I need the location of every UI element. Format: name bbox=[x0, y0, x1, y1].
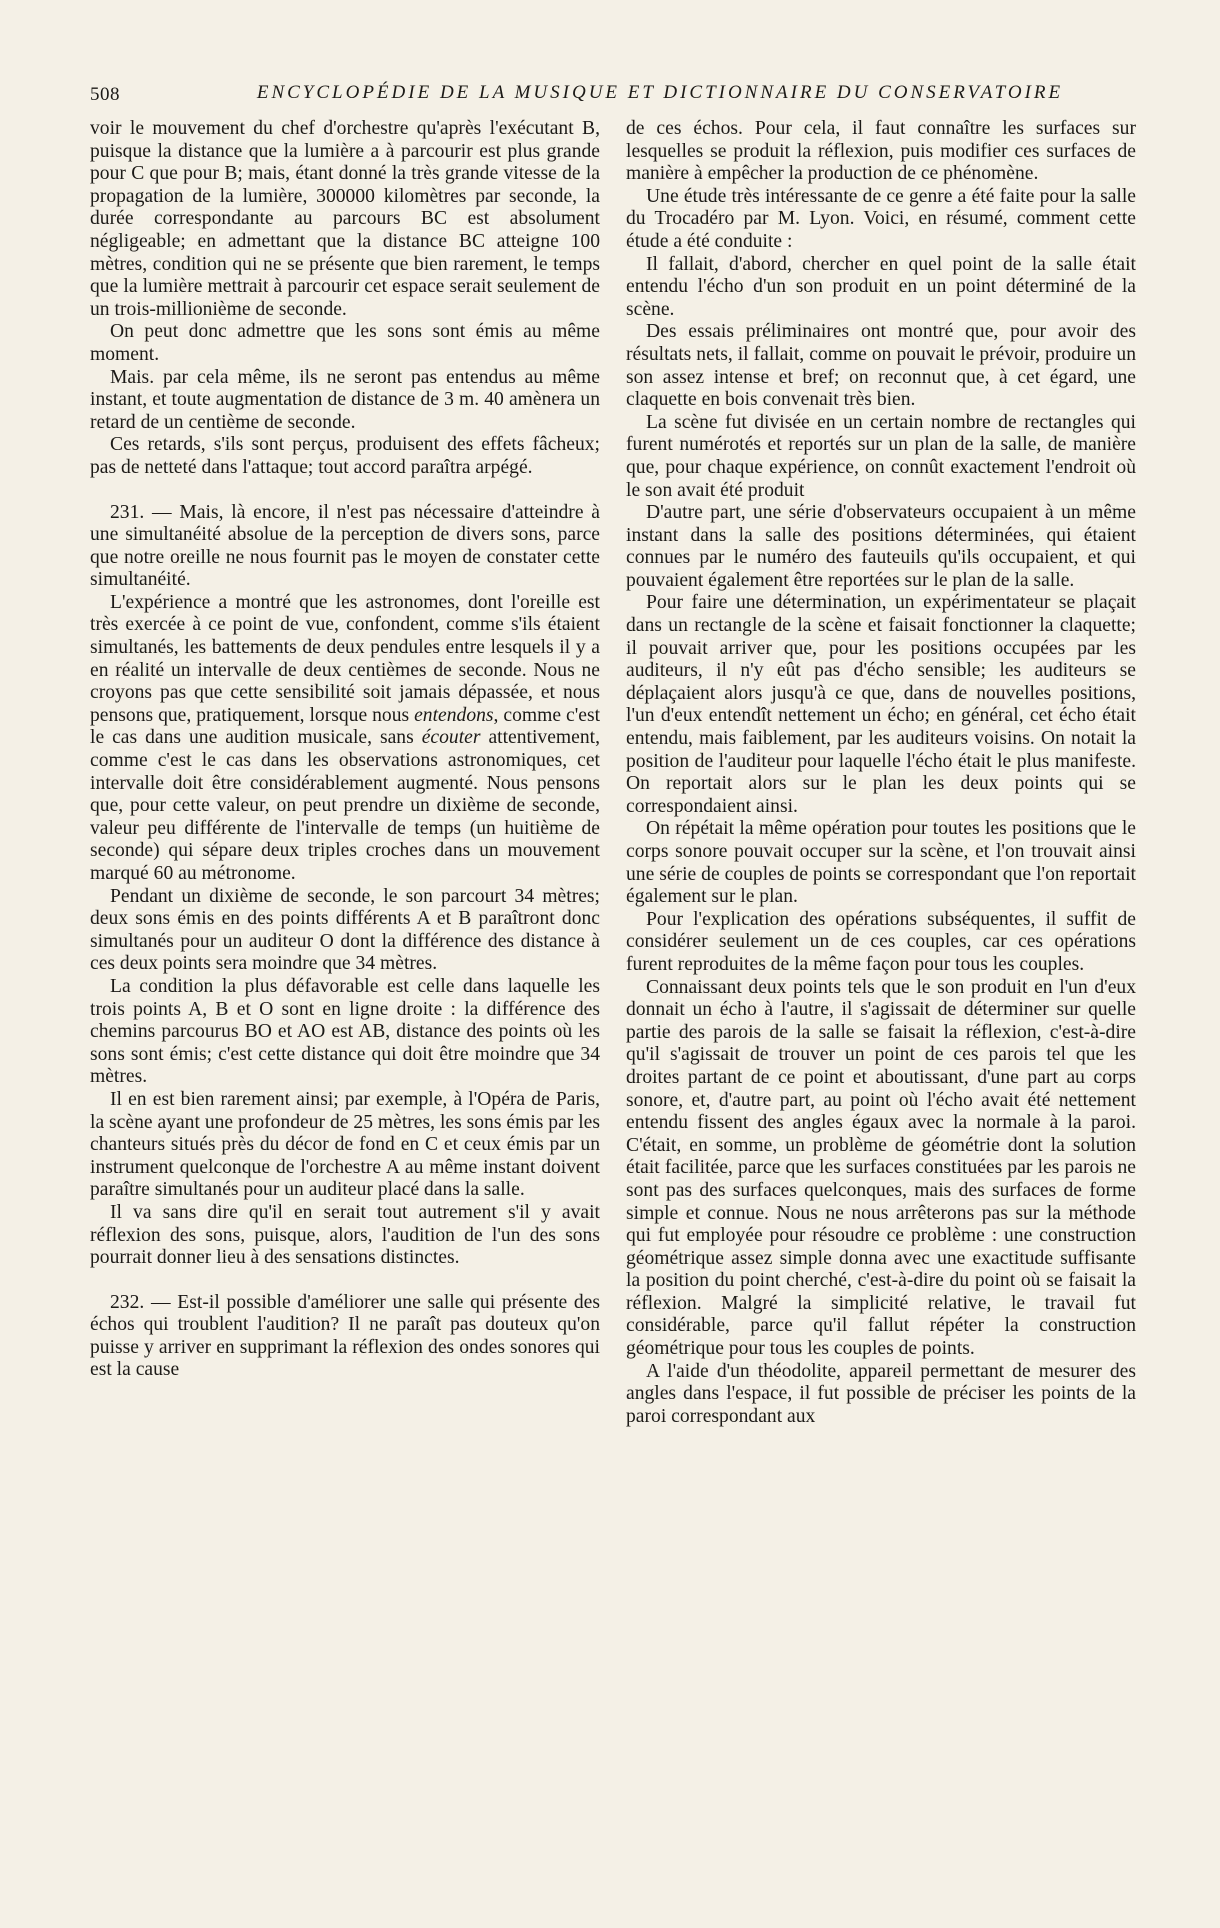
paragraph: A l'aide d'un théodolite, appareil permettant de mesurer des angles dans l'espace, il fut possible de préciser les points de la paroi correspondant aux bbox=[626, 1360, 1136, 1427]
section-paragraph-232: 232. — Est-il possible d'améliorer une salle qui présente des échos qui troublent l'audition? Il ne paraît pas douteux qu'on puisse y arriver en supprimant la réflexion des ondes sonores qui est la cause bbox=[90, 1291, 600, 1381]
paragraph: voir le mouvement du chef d'orchestre qu'après l'exécutant B, puisque la distance que la lumière a à parcourir est plus grande pour C que pour B; mais, étant donné la très grande vitesse de la propagation de la lumière, 300000 kilomètres par seconde, la durée correspondante au parcours BC est absolument négligeable; en admettant que la distance BC atteigne 100 mètres, condition qui ne se présente que bien rarement, le temps que la lumière mettrait à parcourir cet espace serait seulement de un trois-millionième de seconde. bbox=[90, 118, 600, 320]
section-paragraph-231: 231. — Mais, là encore, il n'est pas nécessaire d'atteindre à une simultanéité absolue de la perception de divers sons, parce que notre oreille ne nous fournit pas le moyen de constater cette simultanéité. bbox=[90, 501, 600, 591]
paragraph: La condition la plus défavorable est celle dans laquelle les trois points A, B et O sont en ligne droite : la différence des chemins parcourus BO et AO est AB, distance des points où les sons sont émis; c'est cette distance qui doit être moindre que 34 mètres. bbox=[90, 975, 600, 1088]
paragraph: Une étude très intéressante de ce genre a été faite pour la salle du Trocadéro par M. Lyon. Voici, en résumé, comment cette étude a été conduite : bbox=[626, 185, 1136, 252]
paragraph: Il fallait, d'abord, chercher en quel point de la salle était entendu l'écho d'un son produit en un point déterminé de la scène. bbox=[626, 253, 1136, 320]
page-number: 508 bbox=[90, 84, 120, 105]
paragraph: de ces échos. Pour cela, il faut connaître les surfaces sur lesquelles se produit la réflexion, puis modifier ces surfaces de manière à empêcher la production de ce phénomène. bbox=[626, 118, 1136, 185]
page-header bbox=[90, 82, 1130, 108]
left-column bbox=[90, 118, 600, 1382]
paragraph: Il va sans dire qu'il en serait tout autrement s'il y avait réflexion des sons, puisque, alors, l'audition de l'un des sons pourrait donner lieu à des sensations distinctes. bbox=[90, 1201, 600, 1269]
paragraph bbox=[90, 592, 600, 886]
paragraph: Ces retards, s'ils sont perçus, produisent des effets fâcheux; pas de netteté dans l'attaque; tout accord paraîtra arpégé. bbox=[90, 434, 600, 478]
paragraph: Connaissant deux points tels que le son produit en l'un d'eux donnait un écho à l'autre, il s'agissait de déterminer sur quelle partie des parois de la salle se faisait la réflexion, c'est-à-dire qu'il s'agissait de trouver un point de ces parois tel que les droites partant de ce point et aboutissant, d'une part au corps sonore, et, d'autre part, au point où l'écho avait été nettement entendu fissent des angles égaux avec la normale à la paroi. C'était, en somme, un problème de géométrie dont la solution était facilitée, parce que les surfaces constituées par les parois ne sont pas des surfaces quelconques, mais des surfaces de forme simple et connue. Nous ne nous arrêterons pas sur la méthode qui fut employée pour résoudre ce problème : une construction géométrique assez simple donna avec une exactitude suffisante la position du point cherché, c'est-à-dire du point où se faisait la réflexion. Malgré la simplicité relative, le travail fut considérable, parce qu'il fallut répéter la construction géométrique pour tous les couples de points. bbox=[626, 976, 1136, 1360]
paragraph: Mais. par cela même, ils ne seront pas entendus au même instant, et toute augmentation de distance de 3 m. 40 amènera un retard de un centième de seconde. bbox=[90, 366, 600, 433]
paragraph: On répétait la même opération pour toutes les positions que le corps sonore pouvait occuper sur la scène, et l'on trouvait ainsi une série de couples de points se correspondant que l'on reportait également sur le plan. bbox=[626, 818, 1136, 908]
paragraph: Pendant un dixième de seconde, le son parcourt 34 mètres; deux sons émis en des points différents A et B paraîtront donc simultanés pour un auditeur O dont la différence des distance à ces deux points sera moindre que 34 mètres. bbox=[90, 885, 600, 975]
text-run: L'expérience a montré que les astronomes, dont l'oreille est très exercée à ce point de vue, confondent, comme s'ils étaient simultanés, les battements de deux pendules entre lesquels il y a en réalité un intervalle de deux centièmes de seconde. Nous ne croyons pas que cette sensibilité soit jamais dépassée, et nous pensons que, pratiquement, lorsque nous bbox=[90, 591, 600, 726]
paragraph: Pour faire une détermination, un expérimentateur se plaçait dans un rectangle de la scène et faisait fonctionner la claquette; il pouvait arriver que, pour les positions occupées par les auditeurs, il n'y eût pas d'écho sensible; les auditeurs se déplaçaient alors jusqu'à ce que, dans de nouvelles positions, l'un d'eux entendît nettement un écho; en général, cet écho était entendu, mais faiblement, par les auditeurs voisins. On notait la position de l'auditeur pour laquelle l'écho était le plus manifeste. On reportait alors sur le plan les deux points qui se correspondaient ainsi. bbox=[626, 592, 1136, 817]
text-run: attentivement, comme c'est le cas dans les observations astronomiques, cet intervalle doit être considérablement augmenté. Nous pensons que, pour cette valeur, on peut prendre un dixième de seconde, valeur peu différente de l'intervalle de temps (un huitième de seconde) qui sépare deux triples croches dans un mouvement marqué 60 au métronome. bbox=[90, 727, 600, 884]
paragraph: Il en est bien rarement ainsi; par exemple, à l'Opéra de Paris, la scène ayant une profondeur de 25 mètres, les sons émis par les chanteurs situés près du décor de fond en C et ceux émis par un instrument quelconque de l'orchestre A au même instant doivent paraître simultanés pour un auditeur placé dans la salle. bbox=[90, 1088, 600, 1201]
paragraph: Des essais préliminaires ont montré que, pour avoir des résultats nets, il fallait, comme on pouvait le prévoir, produire un son assez intense et bref; on reconnut que, à cet égard, une claquette en bois convenait très bien. bbox=[626, 321, 1136, 411]
text-run: , comme c'est le cas dans une audition musicale, sans bbox=[90, 704, 601, 749]
running-title: ENCYCLOPÉDIE DE LA MUSIQUE ET DICTIONNAIRE DU CONSERVATOIRE bbox=[256, 82, 1064, 103]
italic-word: entendons bbox=[414, 704, 494, 726]
paragraph: D'autre part, une série d'observateurs occupaient à un même instant dans la salle des positions déterminées, qui étaient connues par le numéro des fauteuils qu'ils occupaient, et qui pouvaient également être reportées sur le plan de la salle. bbox=[626, 502, 1136, 591]
paragraph: On peut donc admettre que les sons sont émis au même moment. bbox=[90, 321, 600, 365]
paragraph: La scène fut divisée en un certain nombre de rectangles qui furent numérotés et reportés sur un plan de la salle, de manière que, pour chaque expérience, on connût exactement l'endroit où le son avait été produit bbox=[626, 411, 1136, 501]
italic-word: écouter bbox=[421, 727, 481, 749]
right-column bbox=[626, 118, 1136, 1428]
paragraph: Pour l'explication des opérations subséquentes, il suffit de considérer seulement un de ces couples, car ces opérations furent reproduites de la même façon pour tous les couples. bbox=[626, 908, 1136, 975]
